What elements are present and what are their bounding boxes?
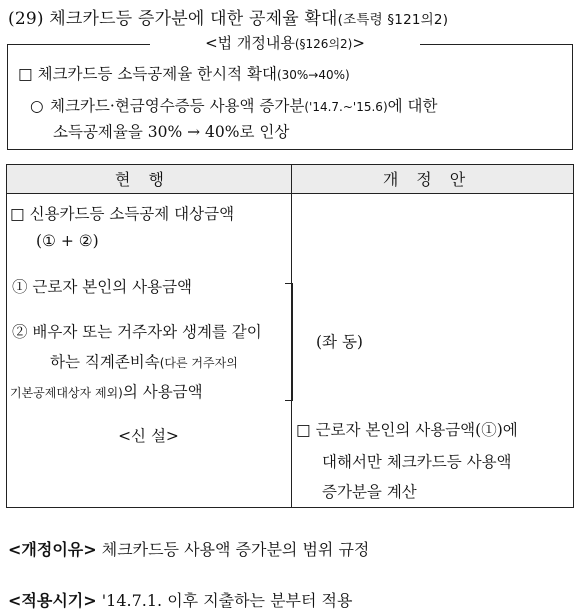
revision-reason <box>8 537 369 560</box>
header-revised: 개정안 <box>382 170 484 189</box>
effective-date-text: '14.7.1. 이후 지출하는 분부터 적용 <box>101 591 353 610</box>
right-bracket <box>285 283 293 401</box>
section-title <box>8 4 448 29</box>
effective-date <box>8 588 352 611</box>
summary-label-ref: (§126의2) <box>294 37 353 51</box>
current-item-2-line3 <box>10 380 203 402</box>
current-item-formula: (① + ②) <box>36 232 99 250</box>
summary-item-1-ref: (30%→40%) <box>276 68 350 82</box>
summary-item-2-text: 체크카드·현금영수증등 사용액 증가분 <box>50 97 305 115</box>
header-current: 현행 <box>115 170 182 189</box>
summary-box-label <box>150 32 420 53</box>
current-item-2-line1: ② 배우자 또는 거주자와 생계를 같이 <box>12 323 262 341</box>
current-item-1: ① 근로자 본인의 사용금액 <box>12 278 193 296</box>
bullet-icon: ○ <box>30 97 44 115</box>
revised-line-1: □ 근로자 본인의 사용금액(①)에 <box>296 421 518 439</box>
current-item-2-line2-text: 하는 직계존비속 <box>50 353 160 371</box>
summary-item-2-period: ('14.7.~'15.6) <box>304 100 388 114</box>
current-new-marker: <신 설> <box>118 427 179 445</box>
effective-date-label: <적용시기> <box>8 591 97 610</box>
summary-label-main: <법 개정내용 <box>205 34 295 52</box>
summary-item-1-text: □ 체크카드등 소득공제율 한시적 확대 <box>18 65 277 83</box>
current-item-2-line2 <box>50 350 238 372</box>
summary-item-1 <box>18 62 350 84</box>
summary-item-2-tail: 에 대한 <box>387 97 438 115</box>
revision-reason-label: <개정이유> <box>8 540 97 559</box>
section-title-main: (29) 체크카드등 증가분에 대한 공제율 확대 <box>8 9 338 29</box>
revised-same: (좌 동) <box>316 333 363 351</box>
current-item-2-line3-text: 의 사용금액 <box>122 383 203 401</box>
current-item-2-line2-note: (다른 거주자의 <box>159 356 238 370</box>
revision-reason-text: 체크카드등 사용액 증가분의 범위 규정 <box>101 540 370 559</box>
revised-line-3: 증가분을 계산 <box>322 483 417 501</box>
current-item-2-line3-note: 기본공제대상자 제외) <box>10 386 123 400</box>
summary-item-2 <box>30 94 438 116</box>
summary-label-end: > <box>352 34 365 52</box>
section-title-ref: (조특령 §121의2) <box>337 12 449 28</box>
current-item-title: □ 신용카드등 소득공제 대상금액 <box>10 205 235 223</box>
revised-line-2: 대해서만 체크카드등 사용액 <box>322 453 512 471</box>
summary-item-2-line2: 소득공제율을 30% → 40%로 인상 <box>53 123 290 141</box>
